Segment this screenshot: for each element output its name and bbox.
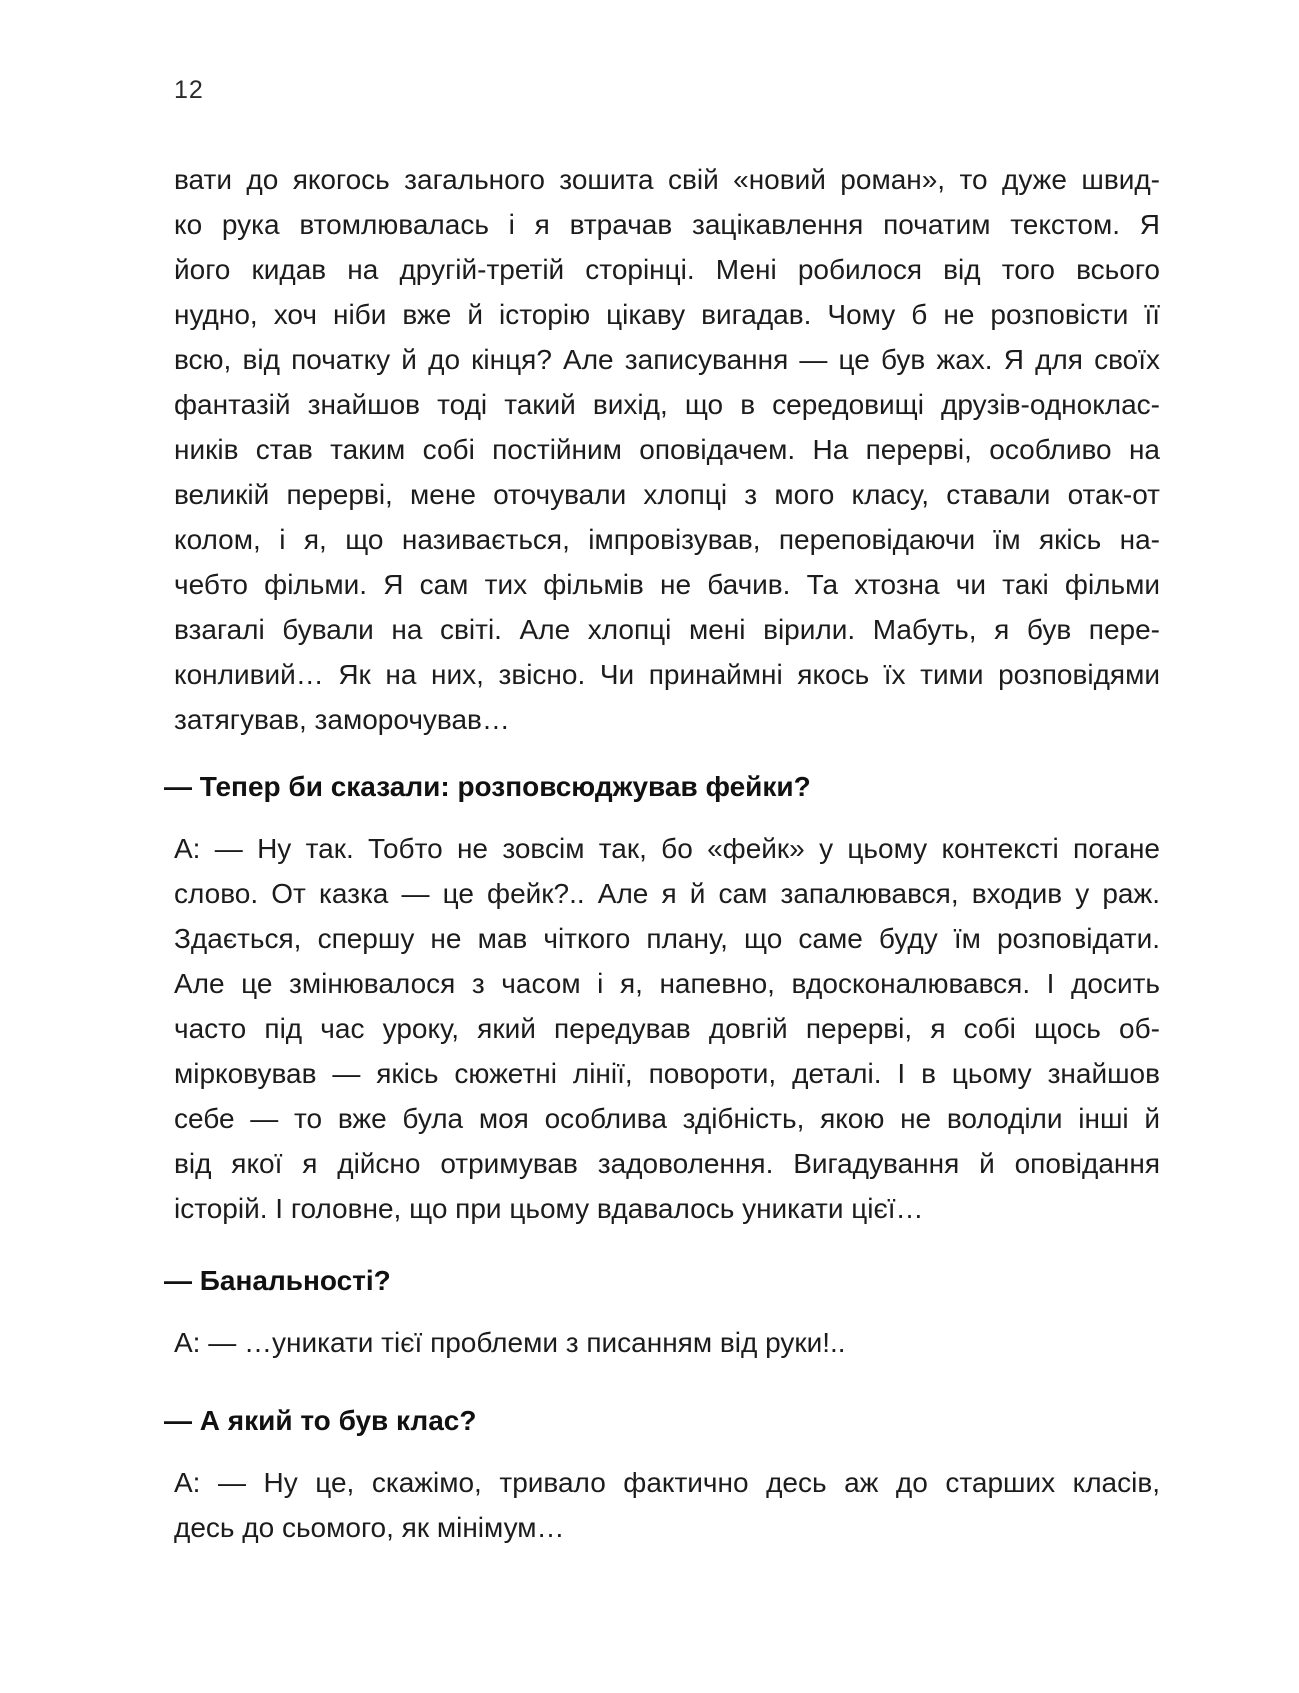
text-line: ників став таким собі постійним оповідачем. На перерві, особливо на <box>174 434 1160 465</box>
text-line: себе — то вже була моя особлива здібність, якою не володіли інші й <box>174 1103 1160 1134</box>
paragraph-answer <box>174 1460 1160 1550</box>
text-line: ко рука втомлювалась і я втрачав зацікавлення початим текстом. Я <box>174 209 1160 240</box>
interview-question: — Банальності? <box>164 1265 391 1296</box>
text-line: колом, і я, що називається, імпровізував, переповідаючи їм якісь на- <box>174 524 1160 555</box>
text-line: Здається, спершу не мав чіткого плану, що саме буду їм розповідати. <box>174 923 1160 954</box>
text-line: слово. От казка — це фейк?.. Але я й сам запалювався, входив у раж. <box>174 878 1160 909</box>
text-line: всю, від початку й до кінця? Але записування — це був жах. Я для своїх <box>174 344 1160 375</box>
text-line: затягував, заморочував… <box>174 704 510 735</box>
interview-question: — Тепер би сказали: розповсюджував фейки? <box>164 771 811 802</box>
interview-question: — А який то був клас? <box>164 1405 477 1436</box>
text-line: великій перерві, мене оточували хлопці з мого класу, ставали отак-от <box>174 479 1160 510</box>
text-line: фантазій знайшов тоді такий вихід, що в середовищі друзів-одноклас- <box>174 389 1160 420</box>
text-line: взагалі бували на світі. Але хлопці мені вірили. Мабуть, я був пере- <box>174 614 1160 645</box>
text-line: А: — Ну так. Тобто не зовсім так, бо «фейк» у цьому контексті погане <box>174 833 1160 864</box>
text-line: десь до сьомого, як мінімум… <box>174 1512 565 1543</box>
text-line: А: — …уникати тієї проблеми з писанням від руки!.. <box>174 1327 846 1358</box>
paragraph-answer <box>174 1320 1160 1365</box>
text-line: мірковував — якісь сюжетні лінії, повороти, деталі. І в цьому знайшов <box>174 1058 1160 1089</box>
paragraph-narrative <box>174 157 1160 742</box>
text-line: історій. І головне, що при цьому вдавалось уникати цієї… <box>174 1193 924 1224</box>
text-line: його кидав на другій-третій сторінці. Мені робилося від того всього <box>174 254 1160 285</box>
text-line: конливий… Як на них, звісно. Чи принаймні якось їх тими розповідями <box>174 659 1160 690</box>
text-line: від якої я дійсно отримував задоволення. Вигадування й оповідання <box>174 1148 1160 1179</box>
page-number: 12 <box>174 76 204 104</box>
text-line: Але це змінювалося з часом і я, напевно, вдосконалювався. І досить <box>174 968 1160 999</box>
text-line: нудно, хоч ніби вже й історію цікаву вигадав. Чому б не розповісти її <box>174 299 1160 330</box>
text-line: чебто фільми. Я сам тих фільмів не бачив. Та хтозна чи такі фільми <box>174 569 1160 600</box>
paragraph-answer <box>174 826 1160 1231</box>
text-line: вати до якогось загального зошита свій «новий роман», то дуже швид- <box>174 164 1160 195</box>
text-line: часто під час уроку, який передував довгій перерві, я собі щось об- <box>174 1013 1160 1044</box>
text-line: А: — Ну це, скажімо, тривало фактично десь аж до старших класів, <box>174 1467 1160 1498</box>
